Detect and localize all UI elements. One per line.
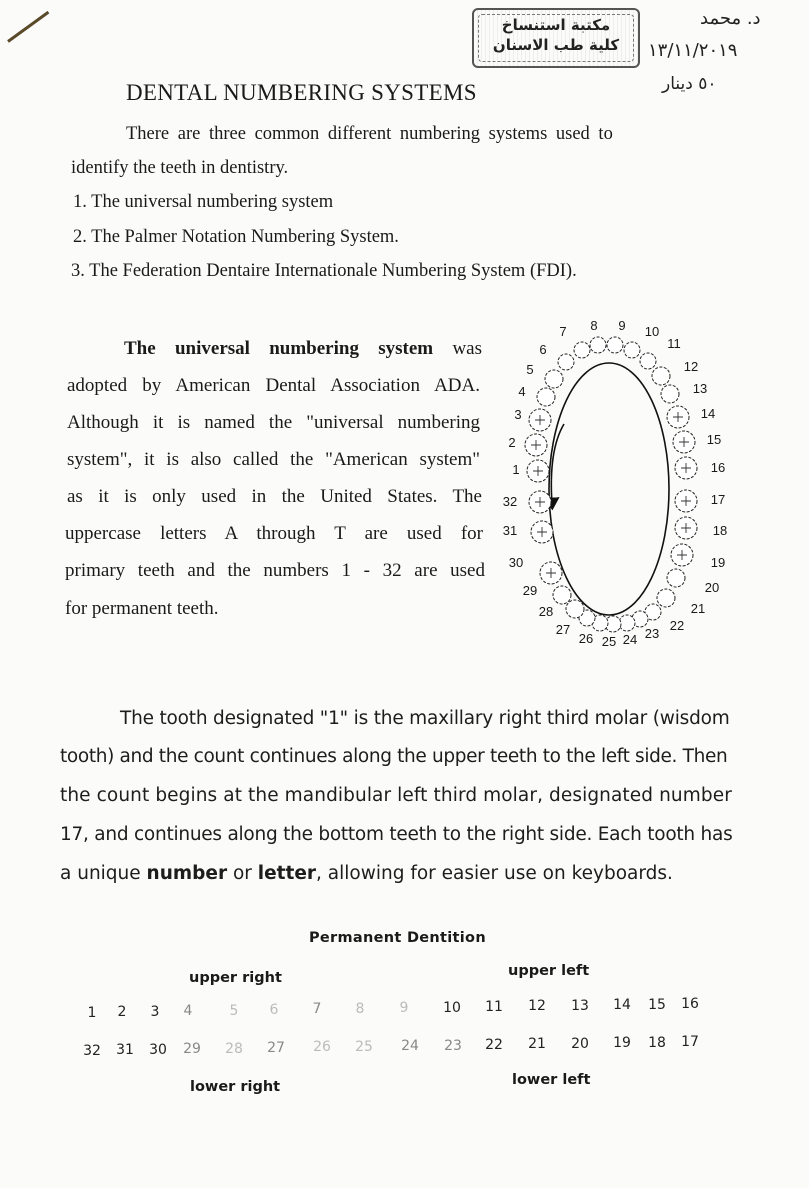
tooth-8 [590, 337, 606, 353]
tooth-label-29: 29 [522, 583, 538, 598]
tooth-4 [537, 388, 555, 406]
universal-line-3: system", it is also called the "American system" [67, 449, 480, 470]
lower-tooth-30: 30 [149, 1041, 167, 1058]
tooth-label-21: 21 [690, 601, 706, 616]
upper-tooth-11: 11 [485, 999, 503, 1015]
paragraph-line-5 [60, 863, 673, 884]
lower-tooth-23: 23 [444, 1037, 462, 1054]
upper-tooth-1: 1 [87, 1005, 97, 1021]
upper-tooth-2: 2 [117, 1004, 127, 1021]
page-title: DENTAL NUMBERING SYSTEMS [126, 80, 477, 105]
tooth-label-16: 16 [710, 460, 726, 475]
upper-tooth-7: 7 [312, 1001, 322, 1018]
tooth-label-26: 26 [578, 631, 594, 646]
stamp-line-1: مكتبة استنساخ [501, 16, 611, 34]
lower-tooth-24: 24 [401, 1038, 419, 1055]
tooth-label-5: 5 [526, 362, 534, 377]
universal-line-0-rest: was [452, 338, 482, 359]
direction-arrow [551, 424, 564, 504]
upper-tooth-8: 8 [355, 1000, 365, 1017]
pen-mark [7, 11, 49, 43]
tooth-label-17: 17 [710, 492, 726, 507]
lower-tooth-25: 25 [355, 1038, 373, 1055]
intro-item-3: 3. The Federation Dentaire Internationale Numbering System (FDI). [71, 261, 577, 281]
paragraph-line-1: The tooth designated "1" is the maxillary right third molar (wisdom [120, 708, 730, 729]
tooth-label-19: 19 [710, 555, 726, 570]
tooth-label-31: 31 [502, 523, 518, 538]
tooth-label-28: 28 [538, 604, 554, 619]
tooth-label-30: 30 [508, 555, 524, 570]
tooth-13 [661, 385, 679, 403]
tooth-label-10: 10 [644, 324, 660, 339]
label-upper-left: upper left [508, 963, 590, 979]
universal-line-0 [124, 338, 482, 360]
upper-tooth-6: 6 [269, 1002, 279, 1018]
tooth-label-27: 27 [555, 622, 571, 637]
lower-tooth-28: 28 [225, 1040, 243, 1057]
lower-tooth-32: 32 [83, 1043, 101, 1059]
tooth-label-7: 7 [559, 324, 567, 339]
label-lower-right: lower right [190, 1079, 281, 1095]
tooth-28 [566, 600, 584, 618]
tooth-label-2: 2 [508, 435, 516, 450]
upper-tooth-5: 5 [229, 1002, 239, 1019]
upper-tooth-4: 4 [183, 1003, 193, 1020]
stamp-line-2: كلية طب الاسنان [492, 36, 620, 54]
tooth-6 [558, 354, 574, 370]
lower-tooth-18: 18 [648, 1034, 666, 1051]
universal-line-1: adopted by American Dental Association ADA. [67, 375, 480, 396]
paragraph-line-5-a: a unique [60, 863, 147, 884]
bold-number: number [146, 863, 228, 884]
tooth-12 [652, 367, 670, 385]
tooth-label-13: 13 [692, 381, 708, 396]
intro-line-1: There are three common different numbering systems used to [126, 124, 613, 144]
upper-tooth-12: 12 [528, 998, 546, 1015]
paragraph-line-2: tooth) and the count continues along the upper teeth to the left side. Then [60, 746, 728, 767]
bold-letter: letter [257, 863, 317, 884]
universal-line-7: for permanent teeth. [65, 598, 219, 619]
tooth-label-25: 25 [601, 634, 617, 649]
intro-item-2: 2. The Palmer Notation Numbering System. [73, 227, 399, 247]
intro-line-2: identify the teeth in dentistry. [71, 158, 289, 178]
tooth-20 [667, 569, 685, 587]
lower-tooth-17: 17 [681, 1034, 699, 1050]
tooth-29 [553, 586, 571, 604]
tooth-10 [624, 342, 640, 358]
tooth-label-14: 14 [700, 406, 716, 421]
upper-tooth-9: 9 [399, 1000, 409, 1017]
tooth-9 [607, 337, 623, 353]
lower-tooth-31: 31 [116, 1042, 134, 1059]
lower-tooth-20: 20 [571, 1035, 589, 1052]
lower-tooth-21: 21 [528, 1036, 546, 1053]
tooth-label-9: 9 [618, 318, 626, 333]
tooth-label-20: 20 [704, 580, 720, 595]
handwriting-line-1: د. محمد [700, 8, 761, 29]
upper-tooth-16: 16 [681, 996, 699, 1012]
handwriting-line-3: ٥٠ دينار [662, 74, 717, 94]
paragraph-line-5-b: or [227, 863, 258, 884]
tooth-label-8: 8 [590, 318, 598, 333]
universal-tooth-chart [494, 314, 744, 654]
upper-tooth-13: 13 [571, 997, 589, 1014]
lower-tooth-22: 22 [485, 1037, 503, 1053]
paragraph-line-5-c: , allowing for easier use on keyboards. [316, 863, 673, 884]
tooth-label-4: 4 [518, 384, 526, 399]
tooth-label-1: 1 [512, 462, 520, 477]
tooth-label-6: 6 [539, 342, 547, 357]
library-stamp [472, 8, 640, 68]
tooth-21 [657, 589, 675, 607]
upper-tooth-10: 10 [443, 999, 461, 1016]
tooth-labels-group [503, 318, 727, 649]
tooth-11 [640, 353, 656, 369]
tooth-label-24: 24 [622, 632, 638, 647]
upper-tooth-15: 15 [648, 996, 666, 1013]
universal-line-2: Although it is named the "universal numbering [67, 412, 480, 433]
dentition-title: Permanent Dentition [309, 930, 486, 946]
arch-outline [549, 363, 669, 615]
universal-line-4: as it is only used in the United States. The [67, 486, 482, 507]
tooth-label-32: 32 [502, 494, 518, 509]
universal-heading: The universal numbering system [124, 338, 434, 359]
lower-tooth-29: 29 [183, 1041, 201, 1058]
tooth-7 [574, 342, 590, 358]
tooth-label-23: 23 [644, 626, 660, 641]
tooth-24 [619, 615, 635, 631]
upper-tooth-14: 14 [613, 997, 631, 1014]
lower-tooth-19: 19 [613, 1035, 631, 1052]
paragraph-line-4: 17, and continues along the bottom teeth to the right side. Each tooth has [60, 824, 733, 845]
lower-tooth-26: 26 [313, 1039, 331, 1056]
tooth-label-12: 12 [683, 359, 699, 374]
label-lower-left: lower left [512, 1072, 591, 1088]
tooth-label-11: 11 [667, 336, 681, 351]
paragraph-line-3: the count begins at the mandibular left third molar, designated number [60, 785, 732, 806]
tooth-5 [545, 370, 563, 388]
tooth-label-22: 22 [669, 618, 685, 633]
tooth-label-18: 18 [712, 523, 728, 538]
universal-line-5: uppercase letters A through T are used for [65, 523, 483, 544]
upper-tooth-3: 3 [150, 1003, 160, 1020]
handwriting-line-2: ١٣/١١/٢٠١٩ [648, 40, 738, 61]
lower-tooth-27: 27 [267, 1040, 285, 1056]
tooth-label-3: 3 [514, 407, 522, 422]
universal-line-6: primary teeth and the numbers 1 - 32 are used [65, 560, 485, 581]
intro-item-1: 1. The universal numbering system [73, 192, 334, 212]
label-upper-right: upper right [189, 970, 282, 986]
tooth-label-15: 15 [706, 432, 722, 447]
